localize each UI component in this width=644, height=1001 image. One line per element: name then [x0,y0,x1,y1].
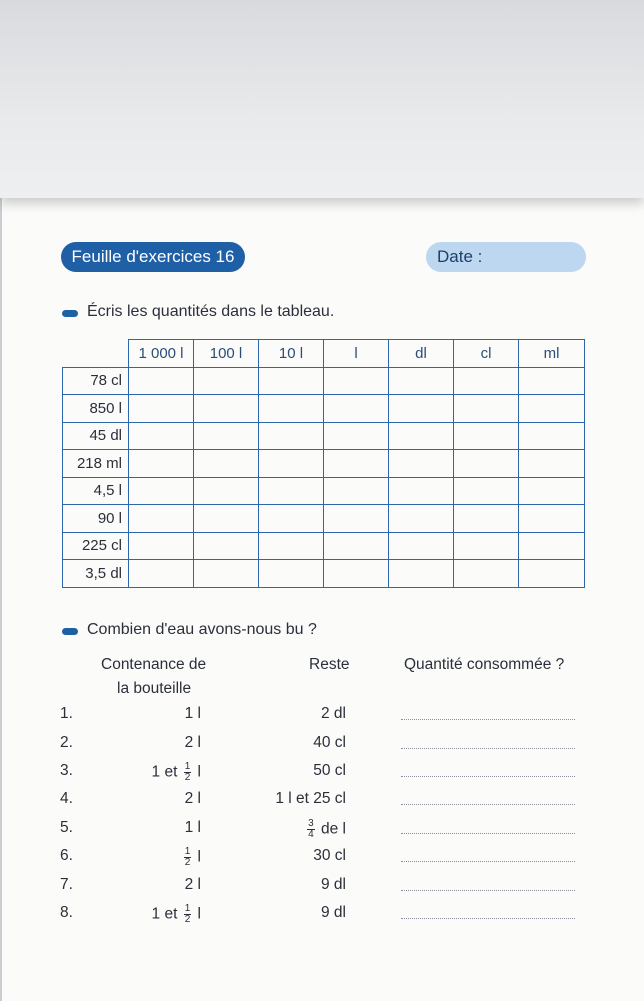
answer-cell[interactable] [194,532,259,560]
column-header: ml [519,340,585,368]
item-number: 7. [60,876,73,893]
answer-cell[interactable] [129,450,194,478]
answer-cell[interactable] [324,505,389,533]
answer-cell[interactable] [389,477,454,505]
answer-cell[interactable] [389,450,454,478]
answer-cell[interactable] [129,560,194,588]
answer-cell[interactable] [519,560,585,588]
item-number: 6. [60,847,73,864]
remaining-amount: $\frac{3}{4}$ de l [308,818,346,840]
answer-cell[interactable] [389,532,454,560]
answer-cell[interactable] [259,505,324,533]
answer-cell[interactable] [454,477,519,505]
answer-line[interactable] [401,918,575,919]
remaining-header: Reste [309,656,350,673]
row-label: 225 cl [63,532,129,560]
bottle-capacity: 2 l [184,876,201,893]
answer-cell[interactable] [129,395,194,423]
list-item [0,847,644,871]
item-number: 4. [60,790,73,807]
row-label: 218 ml [63,450,129,478]
answer-line[interactable] [401,719,575,720]
list-item [0,904,644,928]
answer-cell[interactable] [129,532,194,560]
answer-line[interactable] [401,776,575,777]
item-number: 5. [60,819,73,836]
column-header: cl [454,340,519,368]
fraction: $\frac{1}{2}$ [184,761,191,783]
fraction: $\frac{1}{2}$ [184,846,191,868]
answer-cell[interactable] [259,395,324,423]
remaining-amount: 1 l et 25 cl [275,790,346,807]
answer-cell[interactable] [454,367,519,395]
answer-cell[interactable] [324,450,389,478]
row-label: 78 cl [63,367,129,395]
answer-line[interactable] [401,804,575,805]
answer-cell[interactable] [259,367,324,395]
row-label: 4,5 l [63,477,129,505]
answer-line[interactable] [401,833,575,834]
answer-cell[interactable] [194,450,259,478]
answer-cell[interactable] [324,395,389,423]
column-header: 100 l [194,340,259,368]
list-item [0,819,644,843]
list-item [0,790,644,814]
answer-cell[interactable] [519,505,585,533]
bottle-capacity: $\frac{1}{2}$ l [184,846,201,868]
remaining-amount: 2 dl [321,705,346,722]
answer-cell[interactable] [519,450,585,478]
answer-cell[interactable] [259,422,324,450]
bullet-icon [62,310,78,317]
row-label: 90 l [63,505,129,533]
fraction: $\frac{1}{2}$ [184,903,191,925]
row-label: 45 dl [63,422,129,450]
answer-cell[interactable] [454,505,519,533]
previous-page [0,0,644,198]
table-row [63,450,585,478]
table-header-row [63,340,585,368]
answer-cell[interactable] [324,422,389,450]
item-number: 1. [60,705,73,722]
answer-cell[interactable] [194,560,259,588]
answer-cell[interactable] [259,477,324,505]
column-header: 10 l [259,340,324,368]
table-row [63,477,585,505]
bottle-capacity: 2 l [184,790,201,807]
answer-cell[interactable] [519,395,585,423]
table-row [63,422,585,450]
answer-cell[interactable] [129,477,194,505]
list-item [0,734,644,758]
answer-cell[interactable] [389,505,454,533]
answer-cell[interactable] [129,422,194,450]
answer-cell[interactable] [519,367,585,395]
capacity-header-line1: Contenance de [101,656,207,673]
bottle-capacity: 1 l [184,705,201,722]
table-row [63,560,585,588]
answer-cell[interactable] [194,505,259,533]
answer-cell[interactable] [259,450,324,478]
answer-cell[interactable] [324,477,389,505]
answer-cell[interactable] [194,367,259,395]
answer-line[interactable] [401,861,575,862]
answer-cell[interactable] [519,532,585,560]
column-header: dl [389,340,454,368]
remaining-amount: 9 dl [321,876,346,893]
answer-cell[interactable] [454,395,519,423]
table-row [63,367,585,395]
conversion-table [62,339,585,588]
bottle-capacity: 1 et $\frac{1}{2}$ l [151,761,201,783]
worksheet-title: Feuille d'exercices 16 [61,242,245,272]
list-item [0,762,644,786]
remaining-amount: 30 cl [313,847,346,864]
remaining-amount: 40 cl [313,734,346,751]
answer-cell[interactable] [454,532,519,560]
answer-cell[interactable] [129,505,194,533]
answer-cell[interactable] [324,560,389,588]
bottle-capacity: 1 et $\frac{1}{2}$ l [151,903,201,925]
list-item [0,876,644,900]
answer-cell[interactable] [129,367,194,395]
column-header: 1 000 l [129,340,194,368]
answer-cell[interactable] [324,367,389,395]
answer-cell[interactable] [454,560,519,588]
fraction: $\frac{3}{4}$ [308,818,314,840]
table-row [63,532,585,560]
capacity-header [101,653,206,701]
row-label: 850 l [63,395,129,423]
item-number: 2. [60,734,73,751]
answer-cell[interactable] [454,422,519,450]
list-item [0,705,644,729]
remaining-amount: 9 dl [321,904,346,921]
answer-cell[interactable] [454,450,519,478]
table-row [63,395,585,423]
answer-cell[interactable] [194,395,259,423]
answer-cell[interactable] [389,422,454,450]
bottle-capacity: 1 l [184,819,201,836]
answer-cell[interactable] [194,422,259,450]
exercise2-instruction: Combien d'eau avons-nous bu ? [87,621,317,638]
item-number: 8. [60,904,73,921]
bottle-capacity: 2 l [184,734,201,751]
item-number: 3. [60,762,73,779]
exercise1-instruction: Écris les quantités dans le tableau. [87,303,335,320]
table-corner [63,340,129,368]
bullet-icon [62,628,78,635]
answer-cell[interactable] [194,477,259,505]
answer-cell[interactable] [259,532,324,560]
answer-cell[interactable] [389,367,454,395]
row-label: 3,5 dl [63,560,129,588]
answer-line[interactable] [401,748,575,749]
consumed-header: Quantité consommée ? [404,656,565,673]
answer-cell[interactable] [259,560,324,588]
answer-line[interactable] [401,890,575,891]
answer-cell[interactable] [324,532,389,560]
answer-cell[interactable] [389,395,454,423]
answer-cell[interactable] [519,422,585,450]
column-header: l [324,340,389,368]
date-field[interactable]: Date : [426,242,586,272]
answer-cell[interactable] [519,477,585,505]
answer-cell[interactable] [389,560,454,588]
table-row [63,505,585,533]
capacity-header-line2: la bouteille [117,680,192,697]
remaining-amount: 50 cl [313,762,346,779]
